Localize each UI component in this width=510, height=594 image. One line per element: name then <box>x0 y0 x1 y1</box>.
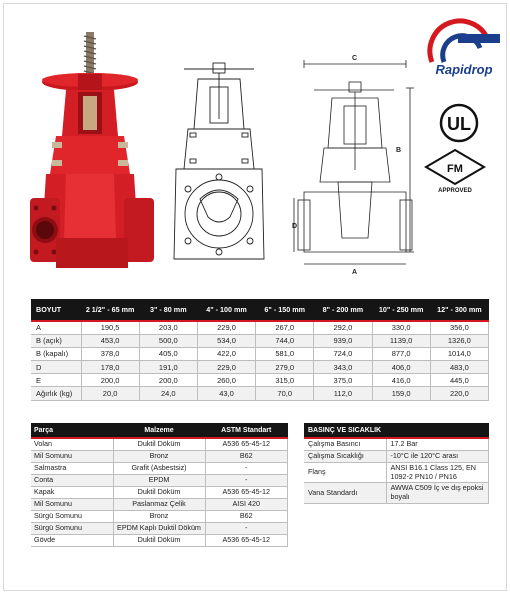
table-cell: 200,0 <box>139 374 197 387</box>
col-header: 4" - 100 mm <box>197 299 255 321</box>
table-row <box>31 462 288 474</box>
part-name: Mil Somunu <box>31 450 113 462</box>
spec-value: 17.2 Bar <box>386 438 489 450</box>
table-cell: 229,0 <box>197 361 255 374</box>
part-standard: AISI 420 <box>205 498 288 510</box>
part-material: EPDM Kaplı Duktil Döküm <box>113 522 205 534</box>
valve-front-drawing <box>170 59 268 269</box>
spec-label: Çalışma Sıcaklığı <box>304 450 386 462</box>
svg-text:FM: FM <box>447 163 463 175</box>
valve-dimension-drawing <box>294 52 414 277</box>
table-cell: 24,0 <box>139 387 197 400</box>
table-row <box>31 498 288 510</box>
table-row <box>304 483 489 504</box>
table-row <box>31 474 288 486</box>
table-cell: 279,0 <box>256 361 314 374</box>
table-cell: 220,0 <box>430 387 488 400</box>
col-header: ASTM Standart <box>205 423 288 438</box>
table-cell: 178,0 <box>81 361 139 374</box>
table-row <box>31 361 489 374</box>
col-header: 6" - 150 mm <box>256 299 314 321</box>
col-header: BASINÇ VE SICAKLIK <box>304 423 489 438</box>
table-cell: 939,0 <box>314 334 372 347</box>
spec-value: ANSI B16.1 Class 125, EN 1092-2 PN10 / PN16 <box>386 462 489 483</box>
part-standard: A536 65-45-12 <box>205 438 288 450</box>
part-material: Duktil Döküm <box>113 438 205 450</box>
table-cell: 581,0 <box>256 347 314 360</box>
part-name: Sürgü Somunu <box>31 522 113 534</box>
part-standard: - <box>205 462 288 474</box>
pressure-temperature-table <box>304 423 489 504</box>
fm-approved-icon <box>424 148 486 194</box>
row-label: D <box>31 361 81 374</box>
dim-label-b: B <box>396 147 402 154</box>
row-label: B (açık) <box>31 334 81 347</box>
table-cell: 445,0 <box>430 374 488 387</box>
col-header: 12" - 300 mm <box>430 299 488 321</box>
svg-text:Rapidrop: Rapidrop <box>435 62 493 77</box>
pressure-table-header <box>304 423 489 438</box>
table-row <box>31 486 288 498</box>
table-cell: 229,0 <box>197 321 255 334</box>
row-label: B (kapalı) <box>31 347 81 360</box>
part-name: Gövde <box>31 534 113 546</box>
table-row <box>31 347 489 360</box>
col-header: 10" - 250 mm <box>372 299 430 321</box>
parts-table-header <box>31 423 288 438</box>
table-cell: 315,0 <box>256 374 314 387</box>
part-standard: B62 <box>205 450 288 462</box>
spec-label: Vana Standardı <box>304 483 386 504</box>
row-label: E <box>31 374 81 387</box>
size-table <box>31 299 489 401</box>
rapidrop-logo <box>424 28 504 84</box>
valve-photo <box>26 24 156 282</box>
part-standard: - <box>205 522 288 534</box>
ul-mark-icon <box>434 102 484 144</box>
part-material: Bronz <box>113 510 205 522</box>
table-cell: 356,0 <box>430 321 488 334</box>
row-label: Ağırlık (kg) <box>31 387 81 400</box>
part-name: Volan <box>31 438 113 450</box>
table-row <box>31 534 288 546</box>
dim-label-d: D <box>292 223 298 230</box>
table-cell: 43,0 <box>197 387 255 400</box>
table-row <box>31 334 489 347</box>
svg-text:APPROVED: APPROVED <box>438 188 472 194</box>
part-standard: B62 <box>205 510 288 522</box>
col-header: Parça <box>31 423 113 438</box>
dim-label-a: A <box>352 269 358 276</box>
table-cell: 483,0 <box>430 361 488 374</box>
table-cell: 405,0 <box>139 347 197 360</box>
spec-value: -10°C ile 120°C arası <box>386 450 489 462</box>
table-cell: 406,0 <box>372 361 430 374</box>
spec-value: AWWA C509 İç ve dış epoksi boyalı <box>386 483 489 504</box>
table-row <box>31 522 288 534</box>
table-cell: 422,0 <box>197 347 255 360</box>
table-cell: 267,0 <box>256 321 314 334</box>
table-cell: 70,0 <box>256 387 314 400</box>
table-cell: 159,0 <box>372 387 430 400</box>
part-standard: A536 65-45-12 <box>205 534 288 546</box>
col-header: 3" - 80 mm <box>139 299 197 321</box>
table-row <box>31 321 489 334</box>
table-cell: 203,0 <box>139 321 197 334</box>
table-cell: 500,0 <box>139 334 197 347</box>
table-cell: 453,0 <box>81 334 139 347</box>
table-cell: 378,0 <box>81 347 139 360</box>
part-name: Sürgü Somunu <box>31 510 113 522</box>
dim-label-c: C <box>352 55 358 62</box>
col-header: Malzeme <box>113 423 205 438</box>
part-material: Bronz <box>113 450 205 462</box>
part-material: Duktil Döküm <box>113 534 205 546</box>
table-cell: 744,0 <box>256 334 314 347</box>
size-table-header <box>31 299 489 321</box>
table-cell: 190,5 <box>81 321 139 334</box>
table-row <box>31 510 288 522</box>
col-header: BOYUT <box>31 299 81 321</box>
table-row <box>304 450 489 462</box>
col-header: 2 1/2" - 65 mm <box>81 299 139 321</box>
part-standard: A536 65-45-12 <box>205 486 288 498</box>
table-cell: 877,0 <box>372 347 430 360</box>
row-label: A <box>31 321 81 334</box>
spec-label: Flanş <box>304 462 386 483</box>
table-cell: 292,0 <box>314 321 372 334</box>
table-cell: 200,0 <box>81 374 139 387</box>
col-header: 8" - 200 mm <box>314 299 372 321</box>
table-cell: 343,0 <box>314 361 372 374</box>
table-cell: 534,0 <box>197 334 255 347</box>
part-name: Kapak <box>31 486 113 498</box>
part-name: Salmastra <box>31 462 113 474</box>
table-cell: 375,0 <box>314 374 372 387</box>
part-material: Grafit (Asbestsiz) <box>113 462 205 474</box>
part-material: Duktil Döküm <box>113 486 205 498</box>
parts-table <box>31 423 288 547</box>
table-cell: 1139,0 <box>372 334 430 347</box>
part-standard: - <box>205 474 288 486</box>
part-material: Paslanmaz Çelik <box>113 498 205 510</box>
table-row <box>31 438 288 450</box>
datasheet <box>3 3 507 591</box>
table-cell: 1326,0 <box>430 334 488 347</box>
table-row <box>31 450 288 462</box>
table-row <box>304 462 489 483</box>
table-cell: 191,0 <box>139 361 197 374</box>
table-cell: 724,0 <box>314 347 372 360</box>
table-cell: 1014,0 <box>430 347 488 360</box>
svg-text:UL: UL <box>447 114 471 134</box>
table-row <box>304 438 489 450</box>
table-row <box>31 387 489 400</box>
table-cell: 330,0 <box>372 321 430 334</box>
table-cell: 20,0 <box>81 387 139 400</box>
part-name: Mil Somunu <box>31 498 113 510</box>
table-cell: 112,0 <box>314 387 372 400</box>
table-cell: 416,0 <box>372 374 430 387</box>
spec-label: Çalışma Basıncı <box>304 438 386 450</box>
part-name: Conta <box>31 474 113 486</box>
table-row <box>31 374 489 387</box>
part-material: EPDM <box>113 474 205 486</box>
table-cell: 260,0 <box>197 374 255 387</box>
